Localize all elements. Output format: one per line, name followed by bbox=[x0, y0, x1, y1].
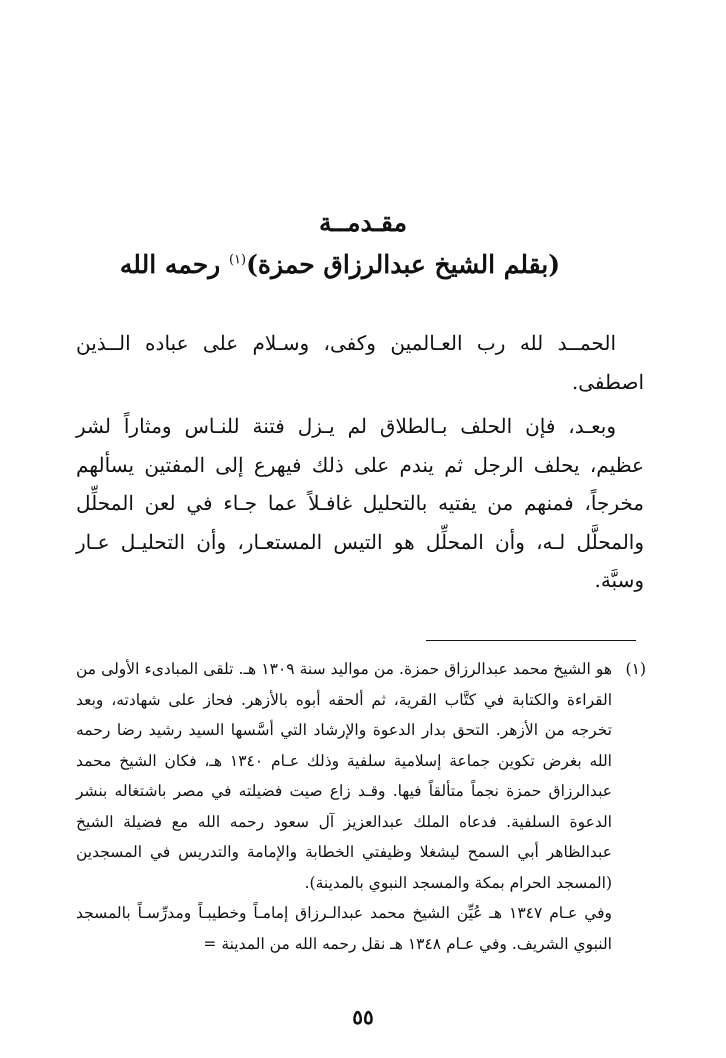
footnotes-section bbox=[76, 654, 646, 959]
footnote-divider bbox=[426, 640, 636, 641]
page-subtitle bbox=[60, 250, 620, 280]
footnote-continuation: وفي عـام ١٣٤٧ هـ عُيِّن الشيخ محمد عبدالـرزاق إمامـاً وخطيبـاً ومدرِّسـاً بالمسجد النبوي الشريف. وفي عـام ١٣٤٨ هـ نقل رحمه الله من المدينة = bbox=[76, 904, 613, 953]
body-paragraph: الحمــد لله رب العـالمين وكفى، وسـلام على عباده الــذين اصطفى. bbox=[76, 331, 644, 394]
page-number: ٥٥ bbox=[352, 1005, 374, 1029]
subtitle-text: (بقلم الشيخ عبدالرزاق حمزة) bbox=[246, 250, 561, 279]
footnote-reference[interactable]: (١) bbox=[228, 252, 247, 268]
footnote-number: (١) bbox=[625, 660, 646, 678]
footnote-text: هو الشيخ محمد عبدالرزاق حمزة. من مواليد سنة ١٣٠٩ هـ. تلقى المبادىء الأولى من القراءة والكتابة في كتَّاب القرية، ثم ألحقه أبوه بالأزهر. فحاز على شهادته، وبعد تخرجه من الأزهر. التحق بدار الدعوة والإرشاد التي أسَّسها السيد رشيد رضا رحمه الله بغرض تكوين جماعة إسلامية سلفية وذلك عـام ١٣٤٠ هـ، فكان الشيخ محمد عبدالرزاق حمزة نجماً متألقاً فيها. وقـد زاع صيت فضيلته في مصر باشتغاله بنشر الدعوة السلفية. فدعاه الملك عبدالعزيز آل سعود رحمه الله مع فضيلة الشيخ عبدالظاهر أبي السمح ليشغلا وظيفتي الخطابة والإمامة والتدريس في المسجدين (المسجد الحرام بمكة والمسجد النبوي بالمدينة). bbox=[76, 660, 613, 892]
body-text bbox=[76, 324, 644, 600]
footnote-1 bbox=[76, 654, 646, 898]
page-title: مقـدمــة bbox=[319, 208, 407, 237]
body-paragraph: وبعـد، فإن الحلف بـالطلاق لم يـزل فتنة للنـاس ومثاراً لشر عظيم، يحلف الرجل ثم يندم على ذلك فيهرع إلى المفتين يسألهم مخرجاً، فمنهم من يفتيه بالتحليل غافـلاً عما جـاء في لعن المحلِّل والمحلَّل لـه، وأن المحلِّل هو التيس المستعـار، وأن التحليـل عـار وسبَّة. bbox=[76, 414, 644, 592]
subtitle-suffix: رحمه الله bbox=[119, 250, 229, 279]
